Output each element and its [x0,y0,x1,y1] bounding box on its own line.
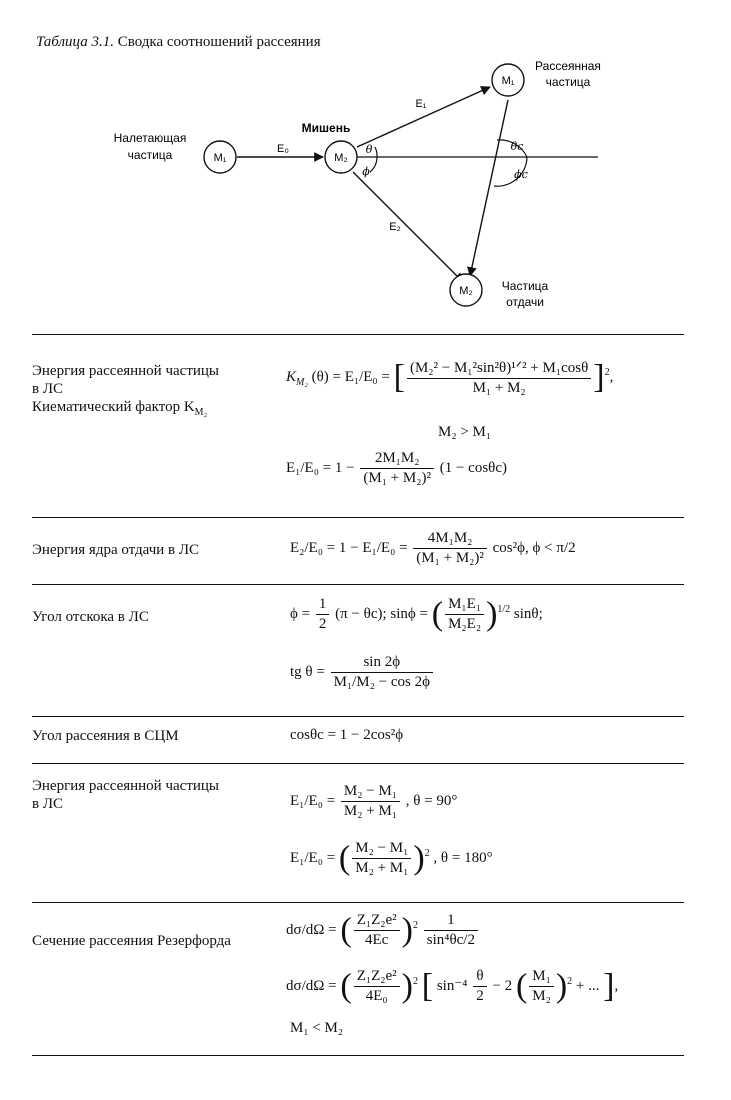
row3-eq1-ratio [445,596,484,633]
row3-eq1-power: 1/2 [497,603,511,615]
row6-eq1-fraction [354,912,400,949]
scattering-diagram [0,0,731,330]
row1-label [32,362,219,422]
row5-eq2-numerator: M₂ − M₁ [352,840,411,859]
row6-eq2-sin: sin⁻⁴ [436,977,468,994]
row3-eq1-close-paren: ) [486,595,498,633]
row1-eq1-power: 2 [604,366,610,378]
row5-eq2-open-paren: ( [338,839,351,877]
row2-eq-rhs: cos²ϕ, ϕ < π/2 [492,539,576,556]
row1-eq2-rhs: (1 − cosθc) [439,459,508,476]
scattered-label-2: частица [545,75,591,89]
rule-3 [32,584,684,585]
row6-eq2-mass-den: M₂ [532,988,551,1004]
incident-label-1: Налетающая [113,131,187,145]
row2-eq-numerator: 4M₁M₂ [413,530,487,549]
recoil-arrow [353,172,463,282]
row1-condition: M₂ > M₁ [438,424,492,440]
e2-label: E₂ [389,221,401,233]
row1-eq1-lhs-sub: M₂ [296,376,308,388]
row1-label-3-sub: M₂ [194,407,208,418]
row2-eq-fraction [413,530,487,567]
row2-equation [290,530,576,567]
row5-eq2-fraction [352,840,411,877]
theta-c-label: θc [510,140,524,153]
row6-eq2-open-paren-2: ( [515,967,528,1005]
phi-arc [370,157,377,172]
row2-eq-lhs: E₂/E₀ = 1 − E₁/E₀ = [290,539,408,556]
row3-eq1-c: sinθ; [513,605,543,622]
caption-text: Сводка соотношений рассеяния [117,34,321,50]
theta-label: θ [365,143,373,156]
incident-label-2: частица [127,148,173,162]
rule-bottom [32,1055,684,1056]
row5-eq1-denominator: M₂ + M₁ [343,803,398,819]
caption-lead: Таблица 3.1. [36,34,114,50]
row6-eq2-open-paren: ( [340,967,352,1005]
row1-eq2-lhs: E₁/E₀ = 1 − [286,459,355,476]
incident-mass-label: M₁ [213,152,227,164]
row6-eq1-denominator-2: sin⁴θc/2 [426,932,475,948]
phi-label: ϕ [362,165,370,178]
row6-eq2-mass-ratio [529,968,554,1005]
row3-eq1-open-paren: ( [431,595,444,633]
row1-eq2-denominator: (M₁ + M₂)² [363,470,431,486]
row6-eq2-close-paren: ) [401,967,413,1005]
row6-eq1-open-paren: ( [340,911,352,949]
recoil-label-2: отдачи [506,295,544,309]
row3-label: Угол отскока в ЛС [32,609,149,625]
row2-label: Энергия ядра отдачи в ЛС [32,542,200,558]
row6-eq1-fraction-2 [424,912,478,949]
row3-eq2-lhs: tg θ = [290,663,325,680]
row3-equation-1 [290,596,543,633]
row1-eq1-open-bracket: [ [393,358,405,396]
row1-label-2: в ЛС [32,381,64,397]
scattered-label-1: Рассеянная [535,59,601,73]
row6-eq1-close-paren: ) [401,911,413,949]
row1-eq1-close-bracket: ] [593,358,605,396]
e0-label: E₀ [277,143,289,155]
row1-eq2-numerator: 2M₁M₂ [360,450,434,469]
row3-eq1-ratio-den: M₂E₂ [448,616,482,632]
row3-eq1-half-den: 2 [318,616,327,632]
scattered-mass-label: M₁ [501,75,515,87]
row6-eq2-ellipsis: + ... [575,977,600,994]
row1-eq1-lhs: K [286,368,297,385]
row1-label-3 [32,398,219,422]
row6-eq2-close-bracket: ] [603,967,615,1005]
rule-top [32,334,684,335]
row1-label-1: Энергия рассеянной частицы [32,363,220,379]
phi-c-label: ϕc [514,168,528,181]
recoil-mass-label: M₂ [459,285,473,297]
recoil-label-1: Частица [501,279,549,293]
row1-eq1-lhs-rest: (θ) = E₁/E₀ = [311,368,390,385]
row5-eq2-close-paren: ) [413,839,425,877]
row3-eq2-denominator: M₁/M₂ − cos 2ϕ [333,674,430,690]
row6-eq1-numerator-2: 1 [424,912,478,931]
momentum-line [470,100,508,276]
e1-label: E₁ [415,98,427,110]
row6-eq2-mass-num: M₁ [529,968,554,987]
row6-eq2-power: 2 [412,975,418,987]
row6-eq2-close-paren-2: ) [555,967,568,1005]
row5-eq2-rhs: , θ = 180° [433,849,493,866]
row3-eq1-b: (π − θc); sinϕ = [335,605,429,622]
row6-eq2-end: , [614,977,619,994]
row1-equation-2 [286,450,507,487]
row5-label-2: в ЛС [32,796,64,812]
rule-2 [32,517,684,518]
row6-eq2-half-angle-den: 2 [476,988,484,1004]
row6-condition: M₁ < M₂ [290,1020,344,1036]
row6-label: Сечение рассеяния Резерфорда [32,933,231,949]
row3-eq2-numerator: sin 2ϕ [331,654,433,673]
row3-eq2-fraction [331,654,433,691]
row6-eq2-lhs: dσ/dΩ = [286,977,337,994]
row6-equation-2 [286,968,618,1005]
row5-eq2-lhs: E₁/E₀ = [290,849,336,866]
row5-equation-2 [290,840,493,877]
theta-arc [375,147,377,157]
row6-eq1-numerator: Z₁Z₂e² [354,912,400,931]
target-mass-label: M₂ [334,152,348,164]
row6-eq2-half-angle [473,968,487,1005]
row5-eq1-lhs: E₁/E₀ = [290,792,336,809]
row5-eq2-denominator: M₂ + M₁ [355,860,409,876]
row6-eq2-fraction [354,968,400,1005]
row6-eq2-power-2: 2 [567,975,573,987]
row1-eq1-denominator: M₁ + M₂ [472,380,526,396]
row6-eq1-power: 2 [412,919,418,931]
row5-eq1-fraction [341,783,400,820]
row3-eq1-half-num: 1 [316,596,330,615]
row4-label: Угол рассеяния в СЦМ [32,728,179,744]
target-label: Мишень [301,121,351,135]
row5-label-1: Энергия рассеянной частицы [32,778,220,794]
row4-equation: cosθc = 1 − 2cos²ϕ [290,727,404,743]
row5-eq2-power: 2 [424,847,430,859]
row3-eq1-a: ϕ = [290,605,311,622]
row5-eq1-rhs: , θ = 90° [405,792,458,809]
rule-5 [32,763,684,764]
row6-equation-1 [286,912,480,949]
rule-4 [32,716,684,717]
row6-eq2-numerator: Z₁Z₂e² [354,968,400,987]
row5-label [32,777,219,813]
rule-6 [32,902,684,903]
row1-eq1-fraction [407,358,591,397]
row3-equation-2 [290,654,435,691]
row5-equation-1 [290,783,457,820]
row1-eq2-fraction [360,450,434,487]
row1-label-3-text: Киематический фактор K [32,399,195,415]
row6-eq2-half-angle-num: θ [473,968,487,987]
row1-equation-1: $K_{M_2}$ (θ) = E₁/E₀ = [ $\frac{\text{(M₂² − M₁²sin²θ)¹ᐟ² + M₁cosθ}}{\text{M₁ + M₂}}$ ]$^2$, [286,358,614,396]
row6-eq1-denominator: 4Ec [365,932,389,948]
row5-eq1-numerator: M₂ − M₁ [341,783,400,802]
scattered-arrow [357,87,490,147]
row6-eq2-minus-two: − 2 [492,977,513,994]
row1-eq1-numerator: (M₂² − M₁²sin²θ)¹ᐟ² + M₁cosθ [407,358,591,379]
row6-eq2-denominator: 4E₀ [365,988,388,1004]
row3-eq1-half [316,596,330,633]
row2-eq-denominator: (M₁ + M₂)² [416,550,484,566]
row6-eq1-lhs: dσ/dΩ = [286,921,337,938]
row6-eq2-open-bracket: [ [421,967,434,1005]
row3-eq1-ratio-num: M₁E₁ [445,596,484,615]
